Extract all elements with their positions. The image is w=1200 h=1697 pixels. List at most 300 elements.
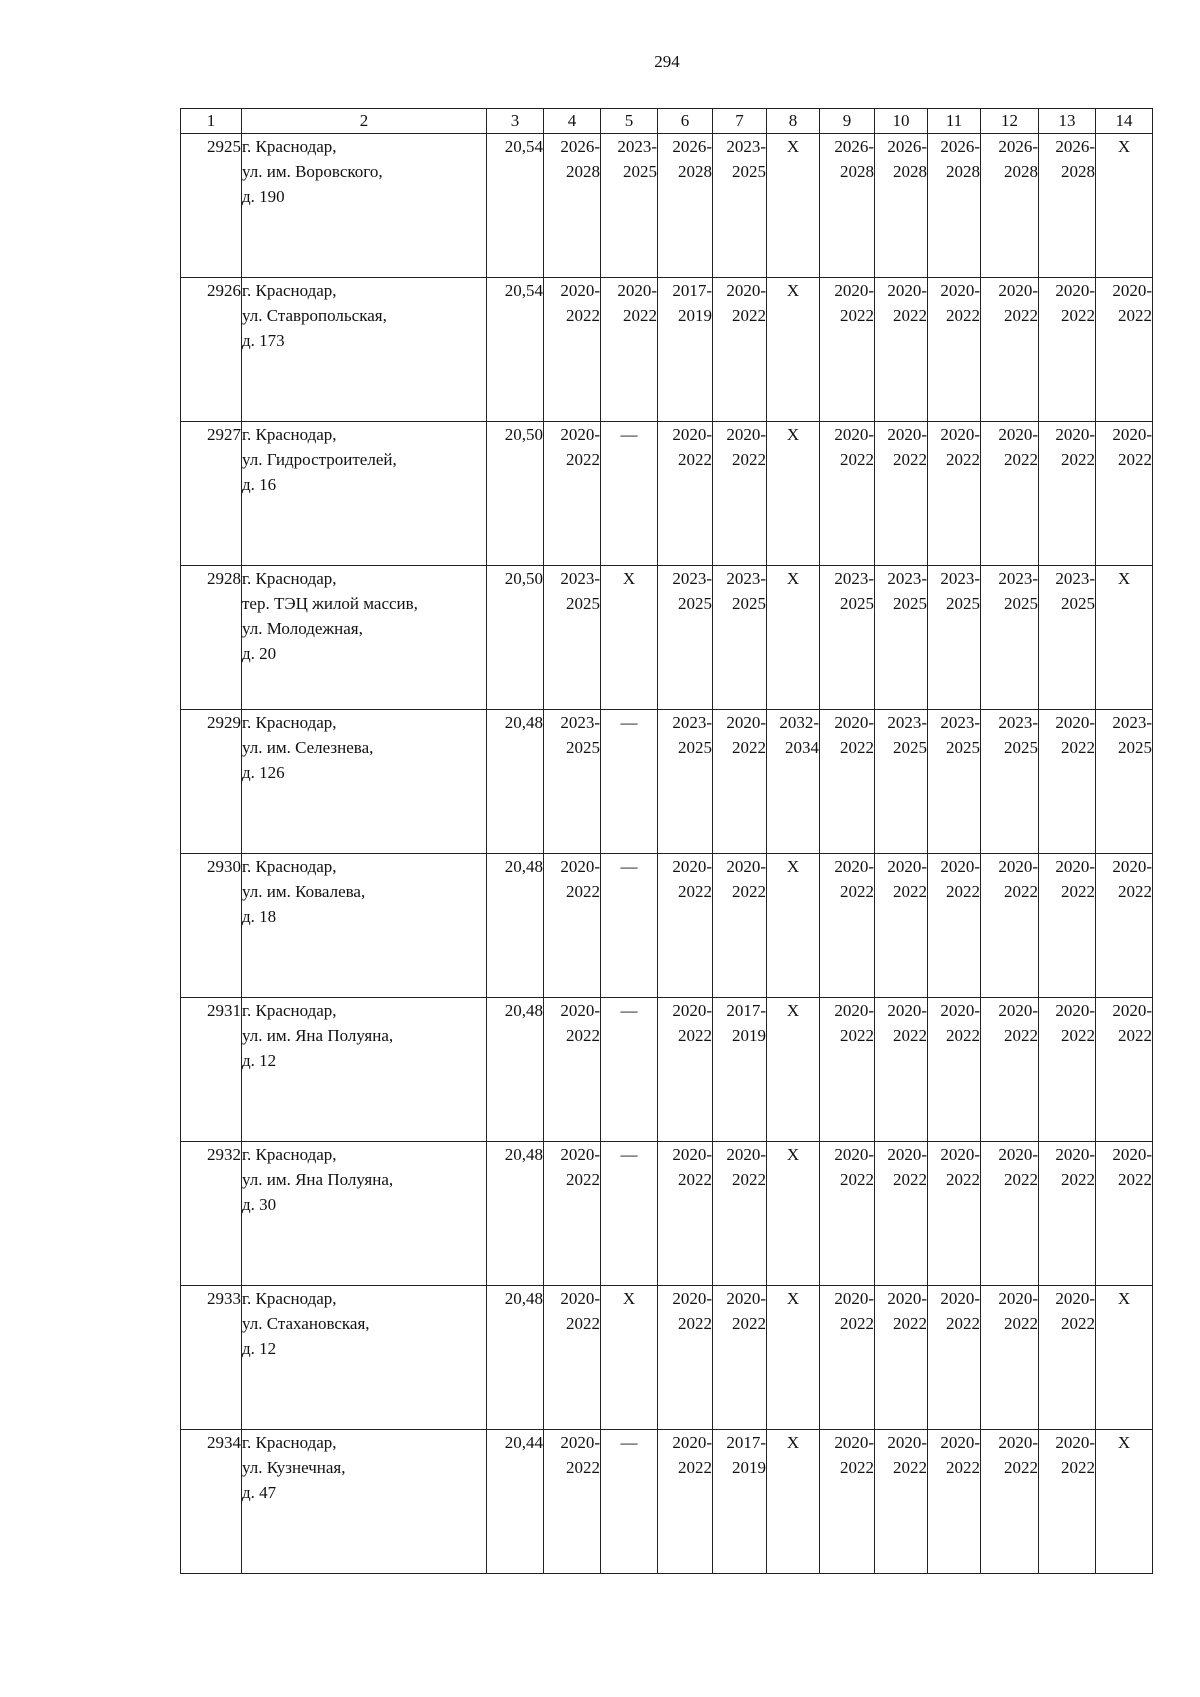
period-year: 2022 [1061,738,1095,757]
row-number: 2934 [181,1430,242,1574]
period-cell [544,1430,601,1574]
address-line: д. 12 [242,1051,277,1070]
period-year: 2022 [732,738,766,757]
not-applicable-mark: X [767,1142,820,1286]
row-number: 2928 [181,566,242,710]
address-line: г. Краснодар, [242,137,337,156]
period-year: 2022 [678,1170,712,1189]
area-cell: 20,50 [487,422,544,566]
period-cell [713,998,767,1142]
column-header: 5 [601,109,658,134]
dash-mark: — [601,854,658,998]
period-year: 2022 [840,306,874,325]
dash-mark: — [601,1142,658,1286]
column-header: 8 [767,109,820,134]
period-cell [658,1142,713,1286]
period-year: 2020- [998,1001,1038,1020]
period-year: 2023- [1112,713,1152,732]
address-cell [242,566,487,710]
period-cell [1096,710,1153,854]
address-line: ул. Кузнечная, [242,1458,346,1477]
period-year: 2022 [1004,1314,1038,1333]
period-year: 2025 [893,594,927,613]
period-year: 2028 [840,162,874,181]
period-year: 2023- [940,569,980,588]
period-year: 2022 [946,1314,980,1333]
not-applicable-mark: X [601,1286,658,1430]
period-cell [544,278,601,422]
period-year: 2025 [678,738,712,757]
period-year: 2022 [946,450,980,469]
table-row [181,278,1153,422]
period-cell [713,278,767,422]
dash-mark: — [601,998,658,1142]
period-cell [875,998,928,1142]
period-cell [981,1430,1039,1574]
period-year: 2022 [840,450,874,469]
table-row [181,998,1153,1142]
period-cell [928,566,981,710]
period-year: 2022 [566,1458,600,1477]
area-cell: 20,48 [487,998,544,1142]
period-year: 2025 [566,594,600,613]
period-cell [544,998,601,1142]
period-year: 2022 [1004,1458,1038,1477]
period-year: 2022 [1118,306,1152,325]
address-line: д. 126 [242,763,285,782]
dash-mark: — [601,710,658,854]
period-year: 2020- [834,1001,874,1020]
period-year: 2020- [1055,425,1095,444]
table-row [181,1430,1153,1574]
not-applicable-mark: X [767,1286,820,1430]
period-year: 2023- [726,137,766,156]
period-year: 2020- [560,1145,600,1164]
period-year: 2017- [726,1433,766,1452]
period-cell [875,422,928,566]
not-applicable-mark: X [1096,1286,1153,1430]
period-cell [875,566,928,710]
period-year: 2020- [1055,281,1095,300]
period-year: 2022 [893,1314,927,1333]
period-year: 2019 [678,306,712,325]
period-year: 2022 [893,450,927,469]
not-applicable-mark: X [1096,134,1153,278]
period-year: 2022 [946,1170,980,1189]
period-year: 2020- [998,857,1038,876]
address-cell [242,422,487,566]
table-row [181,710,1153,854]
period-cell [1039,1430,1096,1574]
row-number: 2926 [181,278,242,422]
period-cell [981,1142,1039,1286]
address-line: ул. им. Яна Полуяна, [242,1170,394,1189]
period-cell [928,1142,981,1286]
period-year: 2020- [672,1001,712,1020]
period-year: 2020- [887,281,927,300]
period-year: 2020- [834,857,874,876]
period-year: 2022 [946,306,980,325]
period-year: 2022 [678,450,712,469]
period-year: 2022 [946,1026,980,1045]
period-year: 2020- [887,1433,927,1452]
period-year: 2022 [566,1314,600,1333]
period-cell [544,710,601,854]
period-cell [1039,566,1096,710]
table-body [181,134,1153,1574]
period-year: 2020- [1112,857,1152,876]
period-year: 2025 [946,738,980,757]
period-cell [875,1142,928,1286]
address-line: ул. им. Воровского, [242,162,383,181]
address-line: д. 20 [242,644,277,663]
table-row [181,1286,1153,1430]
period-year: 2025 [566,738,600,757]
period-year: 2028 [566,162,600,181]
period-cell [1039,422,1096,566]
period-year: 2020- [560,425,600,444]
period-year: 2022 [1061,1026,1095,1045]
period-cell [875,278,928,422]
area-cell: 20,48 [487,1286,544,1430]
period-year: 2020- [560,857,600,876]
period-cell [820,710,875,854]
period-cell [820,1286,875,1430]
address-line: г. Краснодар, [242,425,337,444]
period-cell [1096,422,1153,566]
period-cell [1039,278,1096,422]
period-year: 2020- [726,857,766,876]
period-year: 2025 [1118,738,1152,757]
period-cell [981,278,1039,422]
period-year: 2026- [1055,137,1095,156]
period-year: 2022 [1118,1026,1152,1045]
column-header: 13 [1039,109,1096,134]
period-year: 2020- [1112,281,1152,300]
period-cell [658,278,713,422]
period-year: 2023- [560,713,600,732]
period-year: 2023- [834,569,874,588]
period-cell [1096,278,1153,422]
period-year: 2023- [617,137,657,156]
period-year: 2022 [678,1026,712,1045]
address-line: ул. им. Яна Полуяна, [242,1026,394,1045]
period-year: 2028 [946,162,980,181]
period-year: 2020- [834,281,874,300]
dash-mark: — [601,422,658,566]
period-year: 2020- [887,1289,927,1308]
period-year: 2022 [566,882,600,901]
period-cell [981,710,1039,854]
period-cell [981,134,1039,278]
period-year: 2022 [893,306,927,325]
period-year: 2023- [940,713,980,732]
period-year: 2022 [840,1314,874,1333]
period-cell [820,1142,875,1286]
period-cell [1039,1142,1096,1286]
address-line: тер. ТЭЦ жилой массив, [242,594,418,613]
period-year: 2034 [785,738,819,757]
period-year: 2022 [732,1170,766,1189]
period-year: 2022 [1118,450,1152,469]
period-cell [981,422,1039,566]
period-year: 2020- [560,281,600,300]
period-year: 2023- [726,569,766,588]
period-cell [1039,998,1096,1142]
period-cell [928,134,981,278]
period-cell [713,422,767,566]
period-cell [820,134,875,278]
data-table [180,108,1153,1574]
address-line: ул. Ставропольская, [242,306,387,325]
period-year: 2028 [1004,162,1038,181]
period-cell [1096,1142,1153,1286]
period-year: 2026- [887,137,927,156]
period-year: 2020- [834,713,874,732]
period-year: 2022 [840,738,874,757]
column-header: 4 [544,109,601,134]
period-year: 2020- [940,1289,980,1308]
period-cell [820,1430,875,1574]
address-cell [242,1286,487,1430]
period-year: 2020- [672,425,712,444]
area-cell: 20,48 [487,710,544,854]
row-number: 2925 [181,134,242,278]
period-year: 2017- [726,1001,766,1020]
period-year: 2023- [672,713,712,732]
not-applicable-mark: X [601,566,658,710]
period-cell [928,422,981,566]
row-number: 2930 [181,854,242,998]
not-applicable-mark: X [767,1430,820,1574]
period-cell [658,998,713,1142]
address-line: г. Краснодар, [242,1433,337,1452]
period-cell [544,134,601,278]
not-applicable-mark: X [767,278,820,422]
not-applicable-mark: X [767,566,820,710]
period-year: 2023- [998,713,1038,732]
period-year: 2022 [893,882,927,901]
address-line: ул. им. Ковалева, [242,882,366,901]
table-row [181,566,1153,710]
period-year: 2020- [834,425,874,444]
period-year: 2020- [672,1289,712,1308]
period-year: 2025 [623,162,657,181]
period-year: 2022 [1061,1458,1095,1477]
period-year: 2020- [672,1433,712,1452]
column-header: 1 [181,109,242,134]
period-cell [1039,134,1096,278]
period-year: 2020- [672,1145,712,1164]
period-cell [713,1430,767,1574]
period-year: 2022 [1004,882,1038,901]
period-year: 2022 [1061,306,1095,325]
column-header: 14 [1096,109,1153,134]
column-header: 2 [242,109,487,134]
period-year: 2020- [1055,857,1095,876]
period-year: 2022 [893,1026,927,1045]
page-number: 294 [654,52,680,71]
address-line: д. 47 [242,1483,277,1502]
row-number: 2933 [181,1286,242,1430]
period-year: 2022 [1004,306,1038,325]
period-year: 2020- [1055,1145,1095,1164]
row-number: 2929 [181,710,242,854]
period-cell [658,710,713,854]
period-year: 2020- [672,857,712,876]
period-cell [875,134,928,278]
period-year: 2020- [834,1433,874,1452]
period-year: 2023- [560,569,600,588]
address-line: д. 173 [242,331,285,350]
period-cell [713,566,767,710]
column-header: 10 [875,109,928,134]
period-cell [820,854,875,998]
period-cell [713,854,767,998]
period-year: 2020- [998,281,1038,300]
period-year: 2020- [1055,1001,1095,1020]
row-number: 2927 [181,422,242,566]
period-cell [928,1430,981,1574]
period-year: 2025 [946,594,980,613]
period-cell [928,854,981,998]
period-cell [875,1286,928,1430]
period-cell [981,854,1039,998]
period-year: 2020- [560,1001,600,1020]
period-year: 2023- [887,569,927,588]
period-year: 2020- [887,1145,927,1164]
table-row [181,1142,1153,1286]
dash-mark: — [601,1430,658,1574]
column-header: 12 [981,109,1039,134]
period-cell [658,854,713,998]
period-year: 2020- [998,1289,1038,1308]
area-cell: 20,54 [487,134,544,278]
address-cell [242,854,487,998]
period-year: 2023- [672,569,712,588]
period-year: 2026- [940,137,980,156]
not-applicable-mark: X [767,134,820,278]
period-year: 2022 [732,1314,766,1333]
period-cell [658,1430,713,1574]
period-year: 2032- [779,713,819,732]
period-cell [601,278,658,422]
period-year: 2020- [940,1433,980,1452]
period-year: 2022 [840,1458,874,1477]
address-line: д. 12 [242,1339,277,1358]
address-line: д. 30 [242,1195,277,1214]
address-line: д. 18 [242,907,277,926]
address-cell [242,710,487,854]
period-cell [928,1286,981,1430]
period-year: 2020- [560,1289,600,1308]
period-cell [981,1286,1039,1430]
period-year: 2020- [940,1001,980,1020]
period-cell [928,998,981,1142]
period-cell [981,566,1039,710]
table-row [181,134,1153,278]
period-year: 2022 [1061,1314,1095,1333]
period-year: 2025 [1004,594,1038,613]
period-cell [820,566,875,710]
address-line: г. Краснодар, [242,857,337,876]
period-year: 2020- [560,1433,600,1452]
period-year: 2028 [893,162,927,181]
area-cell: 20,50 [487,566,544,710]
not-applicable-mark: X [767,854,820,998]
period-year: 2028 [1061,162,1095,181]
area-cell: 20,48 [487,854,544,998]
period-year: 2022 [946,1458,980,1477]
period-cell [544,422,601,566]
period-year: 2023- [887,713,927,732]
table-row [181,422,1153,566]
period-cell [544,566,601,710]
period-year: 2020- [887,1001,927,1020]
period-year: 2020- [726,713,766,732]
address-line: г. Краснодар, [242,1001,337,1020]
period-cell [601,134,658,278]
period-year: 2020- [1112,1001,1152,1020]
address-line: г. Краснодар, [242,1289,337,1308]
period-year: 2025 [893,738,927,757]
address-line: д. 190 [242,187,285,206]
period-cell [658,1286,713,1430]
not-applicable-mark: X [767,998,820,1142]
period-year: 2022 [1004,1170,1038,1189]
period-year: 2020- [834,1289,874,1308]
address-line: г. Краснодар, [242,713,337,732]
period-year: 2020- [998,1433,1038,1452]
period-year: 2028 [678,162,712,181]
period-year: 2020- [1055,713,1095,732]
period-cell [820,422,875,566]
table-row [181,854,1153,998]
period-year: 2020- [940,281,980,300]
period-cell [658,566,713,710]
period-cell [875,854,928,998]
header-row [181,109,1153,134]
period-year: 2020- [998,1145,1038,1164]
period-year: 2022 [840,882,874,901]
area-cell: 20,48 [487,1142,544,1286]
period-year: 2025 [840,594,874,613]
period-year: 2017- [672,281,712,300]
period-cell [767,710,820,854]
period-year: 2020- [887,425,927,444]
period-year: 2022 [1061,450,1095,469]
period-cell [1039,854,1096,998]
period-year: 2025 [732,594,766,613]
address-line: г. Краснодар, [242,1145,337,1164]
address-cell [242,998,487,1142]
period-cell [1039,1286,1096,1430]
period-year: 2022 [566,1026,600,1045]
address-line: д. 16 [242,475,277,494]
period-year: 2022 [1061,1170,1095,1189]
period-year: 2020- [940,1145,980,1164]
period-cell [820,278,875,422]
period-cell [713,710,767,854]
period-year: 2020- [726,1289,766,1308]
period-cell [1096,854,1153,998]
address-line: ул. им. Селезнева, [242,738,374,757]
period-year: 2022 [732,450,766,469]
area-cell: 20,44 [487,1430,544,1574]
column-header: 3 [487,109,544,134]
period-year: 2022 [840,1026,874,1045]
period-year: 2020- [998,425,1038,444]
